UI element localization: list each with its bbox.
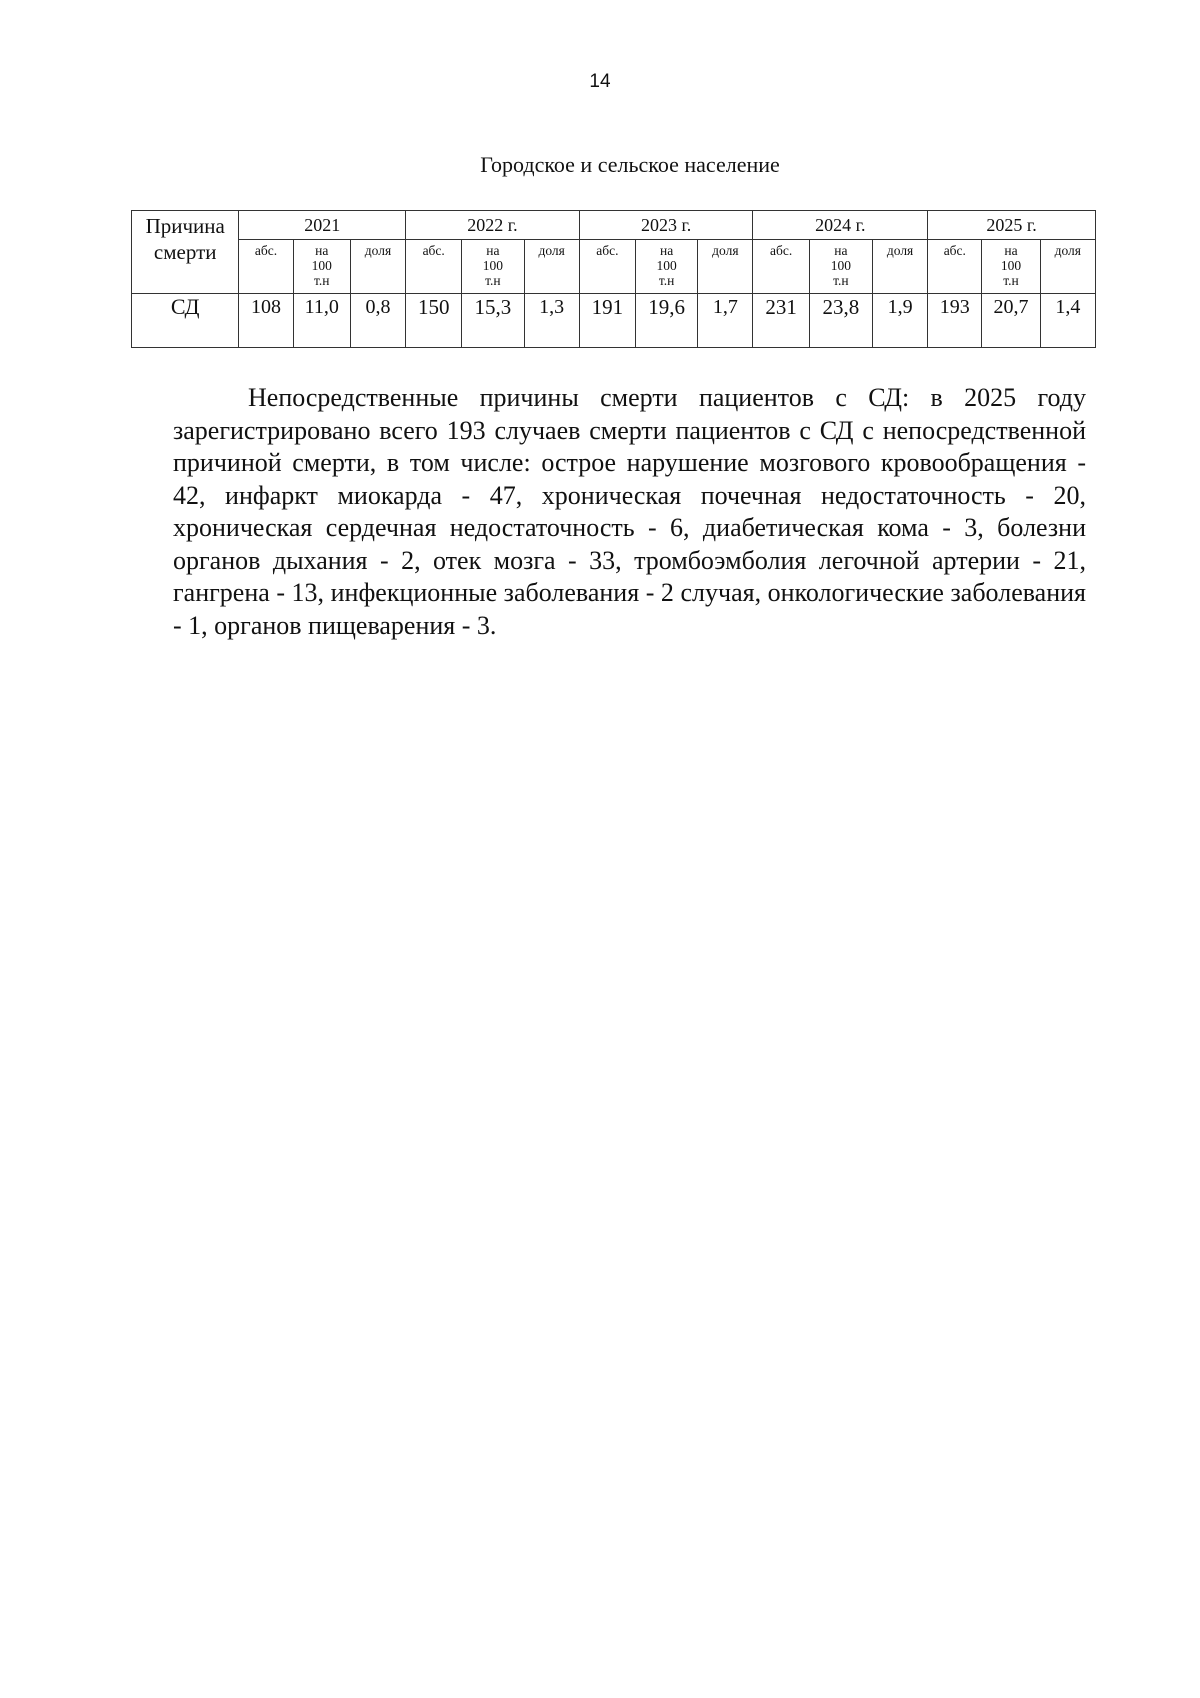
per100k-header [809,240,872,294]
value-cell: 1,4 [1040,294,1095,348]
value-cell: 19,6 [636,294,698,348]
value-cell: 1,9 [872,294,927,348]
abs-header: абс. [579,240,635,294]
per100k-header [462,240,524,294]
abs-header: абс. [928,240,982,294]
per100k-line: т.н [833,273,849,288]
cause-header [132,211,239,294]
per100k-line: т.н [658,273,675,288]
year-header: 2021 [239,211,406,240]
body-paragraph: Непосредственные причины смерти пациентов с СД: в 2025 году зарегистрировано всего 193 случаев смерти пациентов с СД с непосредственной причиной смерти, в том числе: острое нарушение мозгового кровообращения - 42, инфаркт миокарда - 47, хроническая почечная недостаточность - 20, хроническая сердечная недостаточность - 6, диабетическая кома - 3, болезни органов дыхания - 2, отек мозга - 33, тромбоэмболия легочной артерии - 21, гангрена - 13, инфекционные заболевания - 2 случая, онкологические заболевания - 1, органов пищеварения - 3. [173,383,1086,640]
per100k-header [982,240,1040,294]
share-header: доля [524,240,579,294]
per100k-line: 100 [311,258,332,273]
per100k-line: т.н [1003,273,1019,288]
per100k-line: 100 [482,258,504,273]
value-cell: 193 [928,294,982,348]
value-cell: 11,0 [293,294,350,348]
value-cell: 191 [579,294,635,348]
value-cell: 23,8 [809,294,872,348]
share-header: доля [1040,240,1095,294]
per100k-line: на [660,243,674,258]
cause-header-line-1: Причина [145,214,225,238]
year-header: 2025 г. [928,211,1096,240]
per100k-line: на [834,243,848,258]
value-cell: 108 [239,294,293,348]
year-header: 2023 г. [579,211,753,240]
per100k-header [636,240,698,294]
per100k-line: 100 [830,258,851,273]
share-header: доля [698,240,753,294]
per100k-line: на [1004,243,1018,258]
table-caption: Городское и сельское население [480,152,780,177]
year-header: 2024 г. [753,211,928,240]
page-number: 14 [589,71,611,92]
sub-header-row [132,240,1096,294]
value-cell: 1,3 [524,294,579,348]
mortality-table [131,210,1096,348]
cause-cell: СД [132,294,239,348]
value-cell: 0,8 [350,294,405,348]
value-cell: 15,3 [462,294,524,348]
per100k-line: т.н [485,273,501,288]
value-cell: 231 [753,294,809,348]
per100k-line: 100 [1000,258,1022,273]
year-header-row [132,211,1096,240]
per100k-line: 100 [656,258,677,273]
value-cell: 20,7 [982,294,1040,348]
per100k-line: на [315,243,329,258]
value-cell: 150 [406,294,462,348]
abs-header: абс. [239,240,293,294]
cause-header-line-2: смерти [153,240,217,264]
share-header: доля [872,240,927,294]
year-header: 2022 г. [406,211,580,240]
value-cell: 1,7 [698,294,753,348]
share-header: доля [350,240,405,294]
table-row [132,294,1096,348]
abs-header: абс. [753,240,809,294]
per100k-line: т.н [313,273,330,288]
per100k-header [293,240,350,294]
abs-header: абс. [406,240,462,294]
per100k-line: на [486,243,500,258]
